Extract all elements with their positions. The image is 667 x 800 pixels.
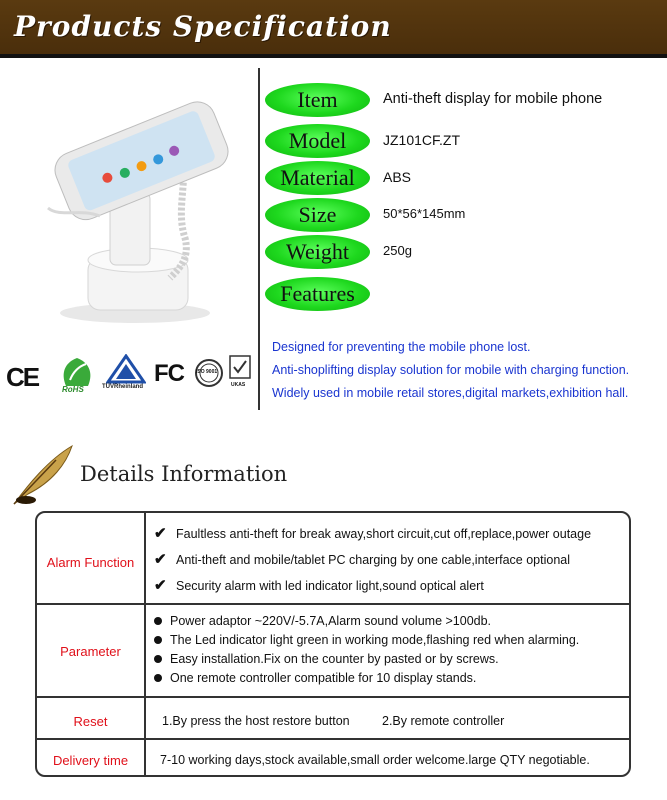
page-title: Products Specification [14, 10, 392, 43]
header-banner [0, 0, 667, 58]
parameter-item-4: One remote controller compatible for 10 display stands. [154, 671, 476, 685]
bullet-icon [154, 617, 162, 625]
bullet-icon [154, 655, 162, 663]
product-image [40, 88, 240, 328]
certification-logos [6, 352, 258, 402]
details-title: Details Information [80, 462, 288, 486]
ce-mark: CE [6, 362, 39, 392]
spec-label-material: Material [265, 161, 370, 195]
spec-label-weight: Weight [265, 235, 370, 269]
alarm-item-3: ✔ Security alarm with led indicator light,sound optical alert [154, 577, 484, 594]
reset-option-1: 1.By press the host restore button [162, 714, 350, 728]
row-divider [37, 738, 629, 740]
parameter-item-2: The Led indicator light green in working mode,flashing red when alarming. [154, 633, 579, 647]
details-table [35, 511, 631, 777]
feature-line-1: Designed for preventing the mobile phone lost. [272, 340, 531, 354]
fc-mark: FC [154, 360, 184, 387]
checkmark-icon: ✔ [154, 525, 167, 542]
ukas-mark: UKAS [231, 382, 246, 388]
table-column-divider [144, 513, 146, 775]
spec-label-size: Size [265, 198, 370, 232]
spec-value-item: Anti-theft display for mobile phone [383, 91, 603, 107]
iso-mark: ISO 9001 [196, 369, 218, 375]
alarm-item-2: ✔ Anti-theft and mobile/tablet PC charging by one cable,interface optional [154, 551, 570, 568]
alarm-item-1: ✔ Faultless anti-theft for break away,short circuit,cut off,replace,power outage [154, 525, 592, 542]
parameter-item-3: Easy installation.Fix on the counter by pasted or by screws. [154, 652, 499, 666]
feature-line-3: Widely used in mobile retail stores,digital markets,exhibition hall. [272, 386, 629, 400]
checkmark-icon: ✔ [154, 551, 167, 568]
spec-value-model: JZ101CF.ZT [383, 132, 461, 148]
rohs-mark: RoHS [62, 385, 84, 394]
bullet-icon [154, 636, 162, 644]
bullet-icon [154, 674, 162, 682]
delivery-text: 7-10 working days,stock available,small order welcome.large QTY negotiable. [160, 753, 590, 767]
spec-value-size: 50*56*145mm [383, 206, 466, 221]
row-label-alarm: Alarm Function [46, 555, 135, 570]
spec-label-item: Item [265, 83, 370, 117]
row-label-delivery: Delivery time [52, 753, 129, 768]
row-label-parameter: Parameter [60, 644, 121, 659]
row-divider [37, 696, 629, 698]
tuv-mark: TÜVRheinland [102, 384, 144, 390]
reset-option-2: 2.By remote controller [382, 714, 505, 728]
spec-value-weight: 250g [383, 243, 412, 258]
checkmark-icon: ✔ [154, 577, 167, 594]
spec-value-material: ABS [383, 169, 412, 185]
spec-label-model: Model [265, 124, 370, 158]
spec-divider [258, 68, 260, 410]
quill-icon [8, 440, 78, 510]
row-label-reset: Reset [73, 714, 108, 729]
feature-line-2: Anti-shoplifting display solution for mobile with charging function. [272, 363, 630, 377]
tuv-icon [106, 354, 146, 384]
spec-label-features: Features [265, 277, 370, 311]
parameter-item-1: Power adaptor ~220V/-5.7A,Alarm sound volume >100db. [154, 614, 491, 628]
row-divider [37, 603, 629, 605]
